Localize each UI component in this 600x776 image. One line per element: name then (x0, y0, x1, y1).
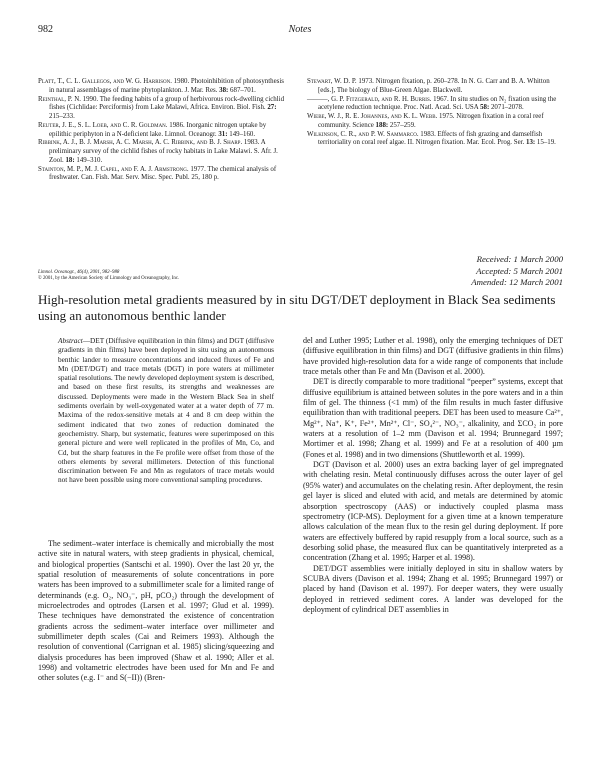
reference-authors: Stainton, M. P., M. J. Capel, and F. A. J. Armstrong. (38, 165, 189, 173)
reference-volume: 27: (267, 104, 277, 112)
reference-pages: 687–701. (228, 86, 256, 94)
references-left-column (38, 78, 290, 183)
body-paragraph: The sediment–water interface is chemically and microbially the most active site in natural waters, with steep gradients in physical, chemical, and biological properties (Santschi et al. 1990). Over the last 20 yr, the spatial resolution of measurements of solute concentrations in pore waters has been improved to a submillimeter scale for a limited range of determinands (e.g. O₂, NO₃⁻, pH, pCO₂) through the development of microelectrodes and optrodes (Larsen et al. 1997; Glud et al. 1999). These techniques have demonstrated the existence of concentration gradients across the sediment–water interface over millimeter and submillimeter depth scales (Cai and Reimers 1993). Although the resolution of conventional (Carrignan et al. 1985) slicing/squeezing and dialysis procedures has been improved (Shaw et al. 1990; Aller et al. 1998) and voltametric electrodes have been used for Mn and Fe and other solutes (e.g. I⁻ and S(−II)) (Bren- (38, 539, 274, 683)
reference-authors: Wiebe, W. J., R. E. Johannes, and K. L. Webb. (307, 113, 438, 121)
reference-entry (38, 96, 290, 122)
reference-entry (307, 131, 563, 148)
reference-authors: ———, G. P. Fitzgerald, and R. H. Burris. (307, 95, 432, 103)
reference-entry (307, 113, 563, 130)
accepted-date: Accepted: 5 March 2001 (476, 265, 563, 276)
reference-text: 1973. Nitrogen fixation, p. 260–278. In N. G. Carr and B. A. Whitton [eds.], The biology of Blue-Green Algae. Blackwell. (318, 78, 550, 94)
journal-citation-block (38, 270, 179, 283)
article-title: High-resolution metal gradients measured by in situ DGT/DET deployment in Black Sea sediments using an autonomous benthic lander (38, 292, 556, 323)
reference-entry (38, 166, 290, 183)
body-paragraph: del and Luther 1995; Luther et al. 1998), only the emerging techniques of DET (diffusive equilibration in thin films) and DGT (diffusive gradients in thin films) have provided high-resolution data for a wide range of components that include trace metals other than Fe and Mn (Davison et al. 2000). (303, 336, 563, 377)
reference-text: 1990. The feeding habits of a group of herbivorous rock-dwelling cichlid fishes (Cichlidae: Perciformis) from Lake Malawi, Africa. Environ. Biol. Fish. (49, 95, 285, 112)
reference-entry (38, 139, 290, 165)
reference-authors: Platt, T., C. L. Gallegos, and W. G. Harrison. (38, 78, 172, 85)
reference-pages: 149–310. (74, 156, 103, 164)
body-paragraph: DET is directly comparable to more traditional “peeper” systems, except that diffusive equilibrium is attained between solutes in the pore waters and in a thin film of gel. The thinness (<1 mm) of the film results in much faster diffusive equilibration than with traditional peepers. DET has been used to measure Ca²⁺, Mg²⁺, Na⁺, K⁺, Fe²⁺, Mn²⁺, Cl⁻, SO₄²⁻, NO₃⁻, alkalinity, and ΣCO₂ in pore waters at a resolution of 1–2 mm (Davison et al. 1994; Brunnegard 1997; Mortimer et al. 1998; Zhang et al. 1999) and Fe at a resolution of 400 µm (Fones et al. 1998) and in two dimensions (Shuttleworth et al. 1999). (303, 377, 563, 459)
running-head: Notes (288, 24, 312, 35)
reference-text: 1986. Inorganic nitrogen uptake by epilithic periphyton in a N-deficient lake. Limnol. Oceanogr. (49, 121, 267, 138)
reference-pages: 215–233. (49, 113, 75, 120)
reference-text: 1983. A preliminary survey of the cichlid fishes of rocky habitats in Lake Malawi. S. Afr. J. Zool. (49, 139, 278, 164)
references-right-column (307, 78, 563, 148)
reference-entry (38, 78, 290, 95)
reference-volume: 58: (480, 104, 490, 112)
body-right-column (303, 336, 563, 615)
reference-text: 1983. Effects of fish grazing and damselfish territoriality on coral reef algae. II. Nitrogen fixation. Mar. Ecol. Prog. Ser. (318, 130, 543, 147)
reference-pages: 257–259. (388, 121, 416, 129)
reference-authors: Reinthal, P. N. (38, 95, 81, 103)
reference-pages: 149–160. (227, 130, 256, 138)
reference-pages: 2071–2078. (489, 104, 524, 112)
reference-authors: Stewart, W. D. P. (307, 78, 357, 85)
reference-text: 1977. The chemical analysis of freshwater. Can. Fish. Mar. Serv. Misc. Spec. Publ. 25, 180 p. (49, 165, 277, 182)
reference-volume: 31: (218, 130, 228, 138)
reference-entry (38, 122, 290, 139)
reference-entry (307, 78, 563, 95)
reference-authors: Reuter, J. E., S. L. Loeb, and C. R. Goldman. (38, 121, 168, 129)
body-left-column (38, 539, 274, 684)
copyright-line: © 2001, by the American Society of Limnology and Oceanography, Inc. (38, 276, 180, 282)
abstract-label: Abstract (58, 336, 83, 345)
manuscript-dates (471, 254, 563, 289)
reference-volume: 13: (526, 139, 536, 147)
page-number: 982 (38, 24, 53, 35)
reference-text: 1975. Nitrogen fixation in a coral reef community. Science (318, 113, 544, 129)
body-paragraph: DGT (Davison et al. 2000) uses an extra backing layer of gel impregnated with chelating resin. Metal continuously diffuses across the outer layer of gel (95% water) and accumulates on the chelating resin. After deployment, the resin gel layer is sliced and eluted with acid, and metals are determined by atomic absorption spectroscopy (AAS) or inductively coupled plasma mass spectrometry (ICP-MS). Deployment for a given time at a known temperature allows calculation of the mean flux to the resin gel during deployment. If pore waters are effectively buffered by rapid resupply from a local source, such as a desorbing solid phase, the measured flux can be quantitatively interpreted as a concentration (Zhang et al. 1995; Harper et al. 1998). (303, 460, 563, 563)
body-paragraph: DET/DGT assemblies were initially deployed in situ in shallow waters by SCUBA divers (Davison et al. 1994; Zhang et al. 1995; Brunnegard 1997) or placed by hand (Davison et al. 1997). For deeper waters, they were usually deployed in retrieved sediment cores. A lander was developed for the deployment of cylindrical DET assemblies in (303, 563, 563, 614)
reference-text: 1980. Photoinhibition of photosynthesis in natural assemblages of marine phytoplankton. J. Mar. Res. (49, 78, 284, 94)
reference-text: 1967. In situ studies on N₂ fixation using the acetylene reduction technique. Proc. Natl. Acad. Sci. USA (318, 95, 557, 112)
abstract-text: —DET (Diffusive equilibration in thin films) and DGT (diffusive gradients in thin films) have been deployed in situ using an autonomous benthic lander to measure concentrations and induced fluxes of Fe and Mn (DET/DGT) and trace metals (DGT) in pore waters at millimeter spatial resolutions. The newly developed deployment system is described, and based on these first results, its strengths and weaknesses are discussed. Deployments were made in the Western Black Sea in shelf sediments overlain by well-oxygenated water at a water depth of 77 m. Maxima of the redox-sensitive metals at 4 and 8 cm deep within the sediment indicated that two zones of reduction dominated the geochemistry. Sharp, but systematic, features were superimposed on this general picture and were well replicated in the profiles of Mn, Co, and Cd, but the sharp features in the Fe profile were offset from those of the others elements by several millimeters. Detection of this functional discrimination between Fe and Mn as regulators of trace metals would not have been possible using more conventional sampling procedures. (58, 336, 274, 485)
reference-volume: 18: (65, 156, 75, 164)
amended-date: Amended: 12 March 2001 (471, 277, 563, 288)
reference-volume: 188: (375, 121, 389, 129)
reference-volume: 38: (219, 86, 229, 94)
reference-authors: Wilkinson, C. R., and P. W. Sammarco. (307, 130, 419, 138)
received-date: Received: 1 March 2000 (476, 254, 563, 264)
journal-citation: Limnol. Oceanogr., 46(4), 2001, 982–988 (38, 270, 120, 275)
reference-pages: 15–19. (535, 139, 556, 147)
reference-authors: Ribbink, A. J., B. J. Marsh, A. C. Marsh, A. C. Ribbink, and B. J. Sharp. (38, 139, 243, 147)
abstract (58, 336, 274, 485)
reference-entry (307, 96, 563, 113)
